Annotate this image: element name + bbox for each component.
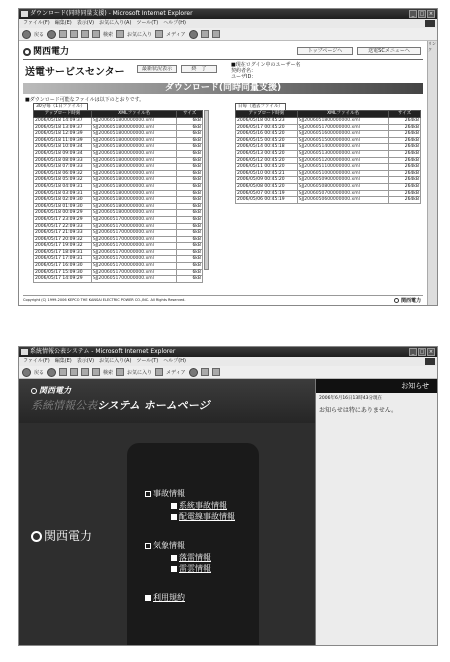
cell-size: 6kB [177,170,203,177]
media-label[interactable]: メディア [166,31,186,38]
cell-size: 264kB [389,144,421,151]
xml-file-link[interactable]: SJJ2006051800000000.xml [91,210,176,217]
daily-file-rows [34,118,203,283]
cell-size: 6kB [177,183,203,190]
refresh-icon[interactable] [70,368,78,376]
header-rule [23,59,423,60]
cell-size: 6kB [177,210,203,217]
link-grid-accident[interactable]: 系統事故情報 [171,501,227,511]
xml-file-link[interactable]: SJJ2006051500000000.xml [297,137,388,144]
login-user: ユーザID： [231,74,257,80]
title-bar [19,347,437,357]
table-row [236,118,421,125]
xml-file-link[interactable]: SJJ2006051400000000.xml [297,144,388,151]
xml-file-link[interactable]: SJJ2006051800000000.xml [91,124,176,131]
xml-file-link[interactable]: SJJ2006051700000000.xml [297,124,388,131]
col-upload-time[interactable]: アップロード時刻 [236,111,298,118]
cell-size: 264kB [389,190,421,197]
xml-file-link[interactable]: SJJ2006051700000000.xml [91,263,176,270]
copyright-text: Copyright (C) 1999-2006 KEPCO THE KANSAI ELECTRIC POWER CO.,INC. All Rights Reserved. [23,298,186,302]
past-file-rows [236,118,421,204]
cell-time: 2006/05/10 00:45:21 [236,170,298,177]
cell-size: 264kB [389,118,421,125]
cell-time: 2006/05/17 15:09:30 [34,269,92,276]
xml-file-link[interactable]: SJJ2006051700000000.xml [91,256,176,263]
table-row [236,144,421,151]
cell-size: 264kB [389,164,421,171]
cell-time: 2006/05/18 01:09:30 [34,203,92,210]
favorites-label[interactable]: お気に入り [127,31,153,38]
menu-tools[interactable]: ツール(T) [136,20,159,26]
xml-file-link[interactable]: SJJ2006051800000000.xml [297,118,388,125]
back-label[interactable]: 戻る [34,369,45,376]
minimize-button[interactable]: _ [409,10,417,18]
notice-text: お知らせは特にありません。 [319,407,398,414]
cell-size: 6kB [177,131,203,138]
xml-file-link[interactable]: SJJ2006051600000000.xml [297,131,388,138]
cell-time: 2006/05/17 23:09:29 [34,216,92,223]
xml-file-link[interactable]: SJJ2006051700000000.xml [91,249,176,256]
cell-size: 6kB [177,263,203,270]
window-title: ダウンロード(同時同量支援) - Microsoft Internet Explorer [30,10,193,17]
cell-size: 6kB [177,269,203,276]
media-icon[interactable] [155,368,163,376]
menu-favorites[interactable]: お気に入り(A) [99,358,132,364]
cell-time: 2006/05/18 13:09:37 [34,124,92,131]
header-company-name: 関西電力 [39,386,71,395]
kepco-logo-icon [31,531,42,542]
xml-file-link[interactable]: SJJ2006051700000000.xml [91,236,176,243]
menu-edit[interactable]: 編集(E) [54,20,72,26]
table-row [34,137,203,144]
main-frame [19,379,315,645]
footer-rule [23,295,423,296]
xml-file-link[interactable]: SJJ2006051800000000.xml [91,190,176,197]
ie-icon [21,349,28,355]
search-label[interactable]: 検索 [103,31,114,38]
table-row [236,170,421,177]
print-icon[interactable] [212,368,220,376]
cell-size: 6kB [177,137,203,144]
table-row [34,210,203,217]
cell-size: 6kB [177,249,203,256]
cell-size: 6kB [177,197,203,204]
cell-time: 2006/05/17 22:09:33 [34,223,92,230]
ie-icon [21,11,28,17]
xml-file-link[interactable]: SJJ2006051700000000.xml [91,223,176,230]
xml-file-link[interactable]: SJJ2006051800000000.xml [91,164,176,171]
menu-help[interactable]: ヘルプ(H) [163,358,186,364]
table-row [34,276,203,283]
table-header [236,111,421,118]
table-row [236,137,421,144]
nav-menu-button[interactable]: 送電SCメニューへ [357,47,421,55]
cell-size: 6kB [177,164,203,171]
table-row [236,190,421,197]
xml-file-link[interactable]: SJJ2006051800000000.xml [91,144,176,151]
search-label[interactable]: 検索 [103,369,114,376]
table-row [34,190,203,197]
back-arrow-icon[interactable] [22,368,31,377]
table-row [34,203,203,210]
kepco-logo-icon [394,298,399,303]
close-button[interactable]: × [428,349,434,355]
cell-time: 2006/05/15 00:45:20 [236,137,298,144]
cell-time: 2006/05/18 08:09:33 [34,157,92,164]
table-row [34,157,203,164]
xml-file-link[interactable]: SJJ2006051800000000.xml [91,150,176,157]
table-row [236,124,421,131]
notice-header [316,379,437,393]
daily-file-label: 30分毎（1日ファイル） [33,103,88,111]
cell-size: 264kB [389,197,421,204]
table-row [34,150,203,157]
footer-company-name: 関西電力 [400,298,421,304]
xml-file-link[interactable]: SJJ2006050600000000.xml [297,197,388,204]
cell-time: 2006/05/18 12:09:39 [34,131,92,138]
cell-size: 264kB [389,183,421,190]
favorites-icon[interactable] [116,368,124,376]
nav-top-button[interactable]: トップページへ [297,47,353,55]
xml-file-link[interactable]: SJJ2006051300000000.xml [297,150,388,157]
menu-file[interactable]: ファイル(F) [23,358,50,364]
col-size[interactable]: サイズ [389,111,421,118]
side-logo [31,527,92,544]
center-title: 送電サービスセンター [25,67,125,78]
xml-file-link[interactable]: SJJ2006051700000000.xml [91,216,176,223]
table-row [34,236,203,243]
bullet-square-icon [171,555,177,561]
cell-time: 2006/05/17 16:09:30 [34,263,92,270]
back-label[interactable]: 戻る [34,31,45,38]
history-icon[interactable] [189,368,198,377]
header-title [31,397,210,413]
cell-size: 6kB [177,230,203,237]
banner-text: ダウンロード(同時同量支援) [164,83,282,93]
table-row [34,183,203,190]
table-row [236,150,421,157]
title-bar [19,9,437,19]
checkbox-square-icon [145,491,151,497]
table-row [236,157,421,164]
kepco-logo-icon [31,388,37,394]
table-row [34,249,203,256]
cell-time: 2006/05/16 00:45:20 [236,131,298,138]
cell-time: 2006/05/17 17:09:31 [34,256,92,263]
screenshot-grid-info-page [18,346,438,646]
cell-size: 6kB [177,177,203,184]
xml-file-link[interactable]: SJJ2006051800000000.xml [91,170,176,177]
company-logo [23,44,69,57]
cell-size: 6kB [177,157,203,164]
cell-time: 2006/05/18 03:09:31 [34,190,92,197]
menu-view[interactable]: 表示(V) [76,20,95,26]
menu-view[interactable]: 表示(V) [76,358,95,364]
link-lightning[interactable]: 落雷情報 [171,553,211,563]
notice-frame [315,379,437,645]
link-terms-of-use[interactable]: 利用規約 [145,593,185,603]
cell-size: 6kB [177,256,203,263]
cell-time: 2006/05/09 00:45:20 [236,177,298,184]
cell-time: 2006/05/17 20:09:32 [34,236,92,243]
xml-file-link[interactable]: SJJ2006051800000000.xml [91,157,176,164]
xml-file-link[interactable]: SJJ2006051700000000.xml [91,243,176,250]
xml-file-link[interactable]: SJJ2006051800000000.xml [91,183,176,190]
table-row [236,131,421,138]
xml-file-link[interactable]: SJJ2006051700000000.xml [91,230,176,237]
xml-file-link[interactable]: SJJ2006050800000000.xml [297,183,388,190]
table-row [236,197,421,204]
cell-size: 6kB [177,203,203,210]
daily-table-scrollbar[interactable] [204,110,209,270]
menu-tools[interactable]: ツール(T) [136,358,159,364]
maximize-button[interactable]: □ [419,11,425,17]
links-label[interactable]: リンク [428,41,436,52]
download-banner [23,83,423,94]
col-xml-file[interactable]: XMLファイル名 [297,111,388,118]
media-label[interactable]: メディア [166,369,186,376]
kepco-logo-icon [23,48,31,56]
browser-toolbar [19,366,437,379]
cell-time: 2006/05/08 00:45:20 [236,183,298,190]
table-row [236,177,421,184]
table-row [34,118,203,125]
table-row [34,216,203,223]
table-row [34,263,203,270]
table-row [34,269,203,276]
cell-time: 2006/05/17 19:09:32 [34,243,92,250]
table-row [34,223,203,230]
menu-bar [19,19,437,28]
refresh-icon[interactable] [70,30,78,38]
cell-time: 2006/05/18 00:09:29 [34,210,92,217]
table-row [34,124,203,131]
link-distribution-accident[interactable]: 配電線事故情報 [171,512,235,522]
xml-file-link[interactable]: SJJ2006051700000000.xml [91,276,176,283]
xml-file-link[interactable]: SJJ2006051800000000.xml [91,177,176,184]
xml-file-link[interactable]: SJJ2006051100000000.xml [297,164,388,171]
cell-size: 264kB [389,177,421,184]
bullet-square-icon [171,503,177,509]
link-thundercloud[interactable]: 雷雲情報 [171,564,211,574]
browser-toolbar [19,28,437,41]
menu-help[interactable]: ヘルプ(H) [163,20,186,26]
cell-size: 264kB [389,170,421,177]
cell-time: 2006/05/17 00:45:20 [236,124,298,131]
page-content [19,41,427,305]
cell-time: 2006/05/13 00:45:20 [236,150,298,157]
search-icon[interactable] [92,30,100,38]
xml-file-link[interactable]: SJJ2006051700000000.xml [91,269,176,276]
xml-file-link[interactable]: SJJ2006050700000000.xml [297,190,388,197]
xml-file-link[interactable]: SJJ2006051800000000.xml [91,197,176,204]
table-header [34,111,203,118]
exit-button[interactable]: 終 了 [181,65,217,73]
company-name: 関西電力 [33,47,70,57]
daily-file-table [33,110,203,283]
cell-time: 2006/05/06 00:45:19 [236,197,298,204]
xml-file-link[interactable]: SJJ2006050900000000.xml [297,177,388,184]
favorites-icon[interactable] [116,30,124,38]
cell-size: 264kB [389,137,421,144]
footer-logo [394,297,421,304]
cell-time: 2006/05/18 04:09:31 [34,183,92,190]
section-accident-info: 事故情報 [145,489,185,499]
windows-logo-icon [425,358,435,365]
side-company-name: 関西電力 [44,529,93,543]
login-info [231,62,300,80]
table-row [34,177,203,184]
xml-file-link[interactable]: SJJ2006051800000000.xml [91,118,176,125]
past-file-table [235,110,421,204]
cell-size: 6kB [177,236,203,243]
cell-time: 2006/05/18 06:09:32 [34,170,92,177]
cell-time: 2006/05/18 09:09:34 [34,150,92,157]
cell-size: 264kB [389,124,421,131]
cell-time: 2006/05/18 10:09:34 [34,144,92,151]
table-row [34,256,203,263]
cell-size: 6kB [177,276,203,283]
login-contract: 契約者名： [231,68,257,74]
col-xml-file[interactable]: XMLファイル名 [91,111,176,118]
latest-status-button[interactable]: 最新状況表示 [137,65,177,73]
cell-time: 2006/05/17 14:09:29 [34,276,92,283]
xml-file-link[interactable]: SJJ2006051000000000.xml [297,170,388,177]
login-heading: ■現在ログイン中のユーザー名 [231,62,301,68]
menu-bar [19,357,437,366]
xml-file-link[interactable]: SJJ2006051800000000.xml [91,203,176,210]
cell-time: 2006/05/18 02:09:30 [34,197,92,204]
mail-icon[interactable] [201,368,209,376]
close-button[interactable]: × [428,11,434,17]
cell-size: 264kB [389,157,421,164]
cell-size: 264kB [389,150,421,157]
col-size[interactable]: サイズ [177,111,203,118]
download-note: ■ダウンロード可能なファイルは以下のとおりです。 [25,97,145,103]
header-title-part-a: 系統情報公表 [31,399,97,412]
xml-file-link[interactable]: SJJ2006051800000000.xml [91,137,176,144]
cell-size: 6kB [177,216,203,223]
cell-time: 2006/05/11 00:45:20 [236,164,298,171]
checkbox-square-icon [145,543,151,549]
screenshot-download-page [18,8,438,306]
xml-file-link[interactable]: SJJ2006051200000000.xml [297,157,388,164]
cell-time: 2006/05/12 00:45:20 [236,157,298,164]
cell-time: 2006/05/18 05:09:32 [34,177,92,184]
cell-size: 6kB [177,118,203,125]
menu-favorites[interactable]: お気に入り(A) [99,20,132,26]
section-weather-info: 気象情報 [145,541,185,551]
mail-icon[interactable] [201,30,209,38]
cell-time: 2006/05/18 11:09:39 [34,137,92,144]
bullet-square-icon [145,595,151,601]
table-row [236,164,421,171]
cell-size: 6kB [177,124,203,131]
header-title-part-b: システム ホームページ [97,399,210,412]
forward-arrow-icon[interactable] [47,30,56,39]
table-row [34,131,203,138]
cell-time: 2006/05/18 07:09:33 [34,164,92,171]
links-strip [427,41,437,305]
forward-arrow-icon[interactable] [47,368,56,377]
windows-logo-icon [425,20,435,27]
cell-time: 2006/05/07 00:45:19 [236,190,298,197]
table-row [236,183,421,190]
table-row [34,144,203,151]
history-icon[interactable] [189,30,198,39]
cell-size: 6kB [177,223,203,230]
header-banner [19,379,315,423]
menu-edit[interactable]: 編集(E) [54,358,72,364]
search-icon[interactable] [92,368,100,376]
bullet-square-icon [171,566,177,572]
menu-file[interactable]: ファイル(F) [23,20,50,26]
header-company [31,385,71,396]
table-row [34,243,203,250]
cell-size: 6kB [177,144,203,151]
notice-title: お知らせ [401,382,429,390]
cell-size: 264kB [389,131,421,138]
home-icon[interactable] [81,30,89,38]
cell-size: 6kB [177,190,203,197]
media-icon[interactable] [155,30,163,38]
table-row [34,197,203,204]
notice-date: 2006年6月16日13時43分現在 [319,396,382,401]
home-icon[interactable] [81,368,89,376]
maximize-button[interactable]: □ [419,349,425,355]
table-row [34,164,203,171]
stop-icon[interactable] [59,30,67,38]
cell-time: 2006/05/18 14:09:37 [34,118,92,125]
xml-file-link[interactable]: SJJ2006051800000000.xml [91,131,176,138]
table-row [34,230,203,237]
favorites-label[interactable]: お気に入り [127,369,153,376]
cell-time: 2006/05/17 21:09:33 [34,230,92,237]
cell-time: 2006/05/18 00:45:23 [236,118,298,125]
cell-size: 6kB [177,243,203,250]
window-title: 系統情報公表システム - Microsoft Internet Explorer [30,348,176,355]
print-icon[interactable] [212,30,220,38]
minimize-button[interactable]: _ [409,348,417,356]
back-arrow-icon[interactable] [22,30,31,39]
cell-time: 2006/05/17 18:09:31 [34,249,92,256]
bullet-square-icon [171,514,177,520]
cell-size: 6kB [177,150,203,157]
cell-time: 2006/05/14 00:45:18 [236,144,298,151]
stop-icon[interactable] [59,368,67,376]
table-row [34,170,203,177]
col-upload-time[interactable]: アップロード時刻 [34,111,92,118]
past-file-label: 日毎（過去ファイル） [235,103,286,111]
